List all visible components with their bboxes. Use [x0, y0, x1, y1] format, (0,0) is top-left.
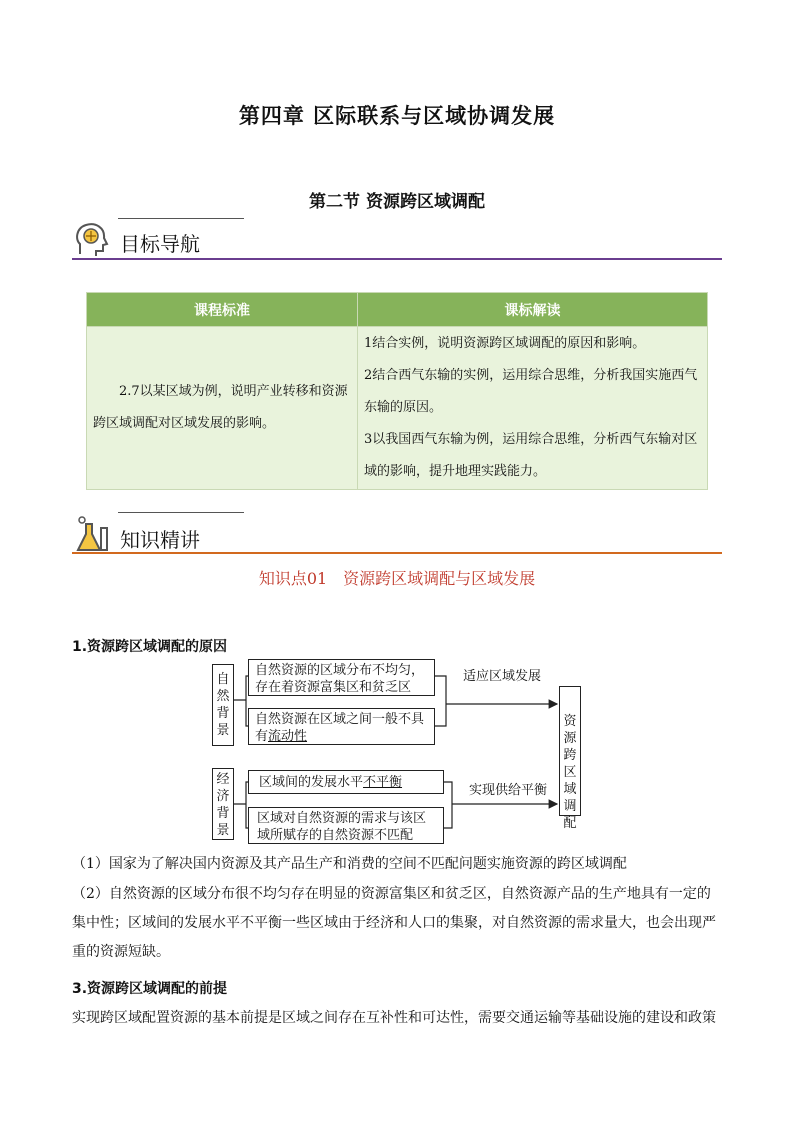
interpret-item: 2结合西气东输的实例，运用综合思维，分析我国实施西气东输的原因。: [364, 368, 698, 415]
knowledge-header-text: 知识精讲: [120, 528, 200, 552]
cause-flow-diagram: [212, 656, 592, 848]
chapter-title: 第四章 区际联系与区域协调发展: [238, 103, 556, 128]
course-standard-table: [86, 292, 708, 490]
knowledge-header-line: [72, 552, 722, 554]
goal-header: [72, 218, 722, 262]
brain-head-icon: [72, 220, 112, 260]
natural-box-immobile: 自然资源在区域之间一般不具有流动性: [248, 708, 435, 745]
interpret-item: 3以我国西气东输为例，运用综合思维，分析西气东输对区域的影响，提升地理实践能力。: [364, 432, 698, 479]
standard-text: 2.7以某区域为例，说明产业转移和资源跨区域调配对区域发展的影响。: [93, 384, 348, 431]
section1-heading: 1.资源跨区域调配的原因: [72, 639, 228, 655]
natural-arrow-label: 适应区域发展: [462, 669, 541, 684]
knowledge-point-title: 知识点01 资源跨区域调配与区域发展: [258, 569, 536, 588]
paragraph-2: （2）自然资源的区域分布很不均匀存在明显的资源富集区和贫乏区，自然资源产品的生产地具有一定的集中性；区域间的发展水平不平衡一些区域由于经济和人口的集聚，对自然资源的需求量大，也会出现严重的资源短缺。: [72, 886, 716, 960]
goal-header-line: [72, 258, 722, 260]
natural-background-label: 自然背景: [212, 664, 234, 746]
knowledge-header: [72, 512, 722, 556]
economic-background-label: 经济背景: [212, 768, 234, 840]
natural-box-uneven: 自然资源的区域分布不均匀，存在着资源富集区和贫乏区: [248, 659, 435, 696]
table-cell-standard: [87, 327, 358, 490]
section3-heading: 3.资源跨区域调配的前提: [72, 981, 228, 997]
paragraph-1: （1）国家为了解决国内资源及其产品生产和消费的空间不匹配问题实施资源的跨区域调配: [72, 856, 627, 872]
table-head-interpret: 课标解读: [358, 293, 708, 327]
interpret-item: 1结合实例，说明资源跨区域调配的原因和影响。: [364, 336, 646, 351]
economic-box-mismatch: 区域对自然资源的需求与该区域所赋存的自然资源不匹配: [248, 807, 444, 844]
economic-arrow-label: 实现供给平衡: [468, 783, 547, 798]
economic-box-unbalanced: 区域间的发展水平不平衡: [248, 770, 444, 794]
section-title: 第二节 资源跨区域调配: [309, 192, 485, 212]
table-cell-interpret: [358, 327, 708, 490]
table-head-standard: 课程标准: [87, 293, 358, 327]
lab-flask-icon: [72, 514, 112, 554]
resource-allocation-box: 资源跨区域调配: [559, 686, 581, 816]
goal-header-text: 目标导航: [120, 232, 200, 256]
paragraph-3: 实现跨区域配置资源的基本前提是区域之间存在互补性和可达性，需要交通运输等基础设施的建设和政策: [72, 1010, 716, 1026]
